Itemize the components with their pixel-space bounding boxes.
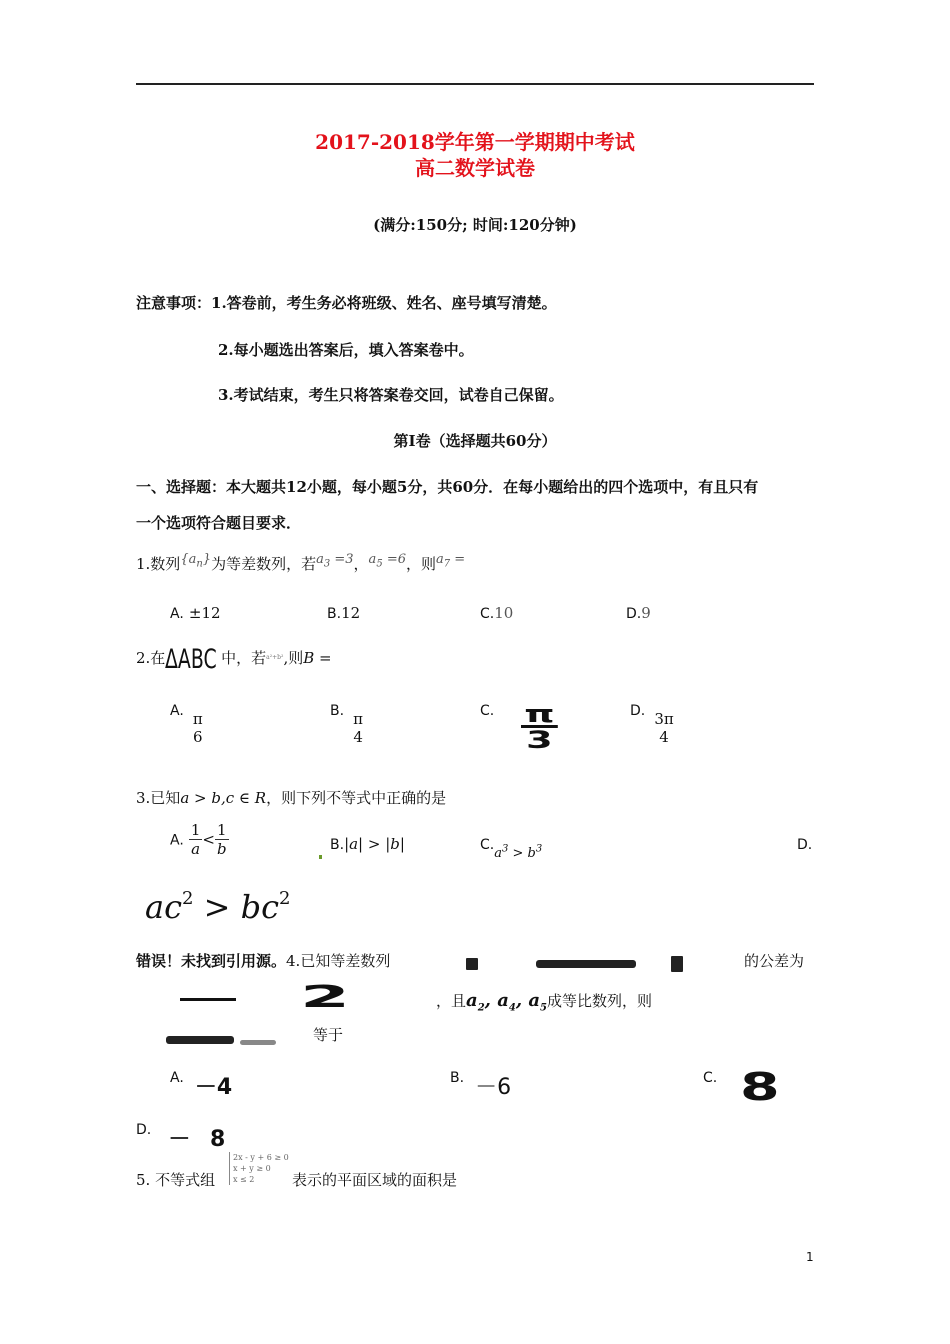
notice-item: 2.每小题选出答案后，填入答案卷中。 bbox=[218, 341, 474, 359]
q4-difference-value: 2 bbox=[300, 980, 351, 1015]
part-heading: 第Ⅰ卷（选择题共60分） bbox=[393, 432, 557, 450]
q2-option-c: C. $\frac{\pi}{3}$ bbox=[480, 703, 544, 752]
section-instructions: 一、选择题：本大题共12小题，每小题5分，共60分．在每小题给出的四个选项中，有且只有 bbox=[136, 478, 759, 496]
page-number: 1 bbox=[806, 1250, 814, 1264]
q1-a3: $a_3 =3$ bbox=[316, 552, 354, 570]
q3-option-d-label: D. bbox=[797, 837, 813, 853]
q2-var: B bbox=[303, 649, 315, 667]
notice-line-1 bbox=[136, 292, 557, 313]
q3-option-c: $C._{a^3 > b^3}$ bbox=[480, 837, 543, 861]
q1-option-d: D.9 bbox=[626, 604, 651, 622]
exam-title: 2017-2018学年第一学期期中考试 bbox=[315, 130, 635, 154]
q4-target-image bbox=[166, 1034, 286, 1046]
q2-triangle: ΔABC bbox=[165, 644, 218, 675]
q2-option-a: A. π 6 bbox=[170, 703, 203, 746]
q4-option-a: A. －4 bbox=[170, 1070, 233, 1100]
q4-sequence-image bbox=[466, 956, 698, 972]
exam-meta: (满分:150分; 时间:120分钟) bbox=[373, 216, 577, 234]
q4-option-b: B. －6 bbox=[450, 1070, 512, 1100]
exam-subtitle: 高二数学试卷 bbox=[415, 156, 535, 180]
stray-dot bbox=[319, 855, 322, 859]
q2-prefix: 2.在 bbox=[136, 649, 166, 667]
notice-label: 注意事项： bbox=[136, 294, 212, 312]
q1-a7: $a_7$ = bbox=[436, 552, 466, 570]
reference-error: 错误！未找到引用源。 bbox=[136, 952, 287, 970]
section-instructions-cont: 一个选项符合题目要求． bbox=[136, 514, 302, 532]
q4-equals-text: 等于 bbox=[313, 1026, 344, 1044]
question-1: 1.数列$\{a_n\}$为等差数列，若$a_3 =3$，$a_5 =6$，则$a_7$ = bbox=[136, 552, 466, 573]
question-4 bbox=[136, 950, 390, 971]
q5-text: 表示的平面区域的面积是 bbox=[292, 1171, 458, 1189]
notice-item: 1.答卷前，考生务必将班级、姓名、座号填写清楚。 bbox=[211, 294, 557, 312]
q4-terms: $a_2$, $a_4$, $a_5$ bbox=[466, 990, 547, 1014]
q1-option-a: A. ±12 bbox=[170, 604, 221, 622]
header-rule bbox=[136, 83, 814, 85]
q1-a5: $a_5 =6$ bbox=[368, 552, 406, 570]
q3-prefix: 3.已知 bbox=[136, 789, 181, 807]
q4-prefix: 4.已知等差数列 bbox=[286, 952, 391, 970]
q1-text: 为等差数列，若 bbox=[211, 555, 317, 573]
q2-condition-tiny: a²+b² bbox=[266, 654, 284, 661]
q5-inequality-system: 2x - y + 6 ≥ 0 x + y ≥ 0 x ≤ 2 bbox=[229, 1152, 289, 1185]
question-3 bbox=[136, 787, 446, 808]
q1-option-c: C.10 bbox=[480, 604, 514, 622]
q2-option-d: D. 3π 4 bbox=[630, 703, 674, 746]
q5-prefix: 5. 不等式组 bbox=[136, 1171, 216, 1189]
q4-minus-sign bbox=[180, 998, 236, 1001]
q4-text-cont: ，且$a_2$, $a_4$, $a_5$成等比数列，则 bbox=[436, 990, 653, 1014]
q4-text: 的公差为 bbox=[744, 952, 805, 970]
q4-option-c: C. 8 bbox=[703, 1065, 781, 1109]
q1-sequence: $\{a_n\}$ bbox=[180, 552, 212, 570]
q2-option-b: B. π 4 bbox=[330, 703, 364, 746]
q3-condition: a > b,c ∈ R bbox=[180, 789, 267, 807]
q3-text: ，则下列不等式中正确的是 bbox=[266, 789, 447, 807]
q3-option-b: B.|a| > |b| bbox=[330, 835, 405, 853]
notice-item: 3.考试结束，考生只将答案卷交回，试卷自己保留。 bbox=[218, 386, 564, 404]
question-2: 2.在ΔABC 中，若$^{a^2+b^2}$,则B = bbox=[136, 644, 332, 675]
q2-text: 中，若 bbox=[221, 649, 267, 667]
question-5 bbox=[136, 1169, 215, 1190]
q3-option-d: $ac^2 > bc^2$ bbox=[145, 888, 291, 926]
q1-option-b: B.12 bbox=[327, 604, 361, 622]
q1-prefix: 1.数列 bbox=[136, 555, 181, 573]
q3-option-a: A. $\frac{1}{a}$ < $\frac{1}{b}$ bbox=[170, 821, 227, 858]
q4-option-d: D. － 8 bbox=[136, 1122, 232, 1152]
